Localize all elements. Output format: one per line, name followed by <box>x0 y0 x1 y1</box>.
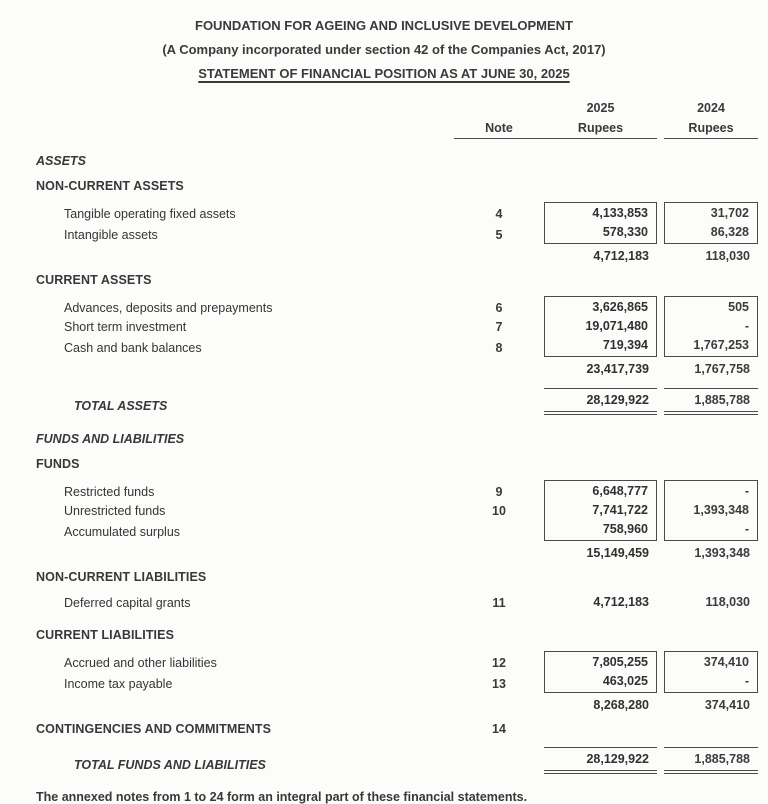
note-number: 6 <box>495 301 503 315</box>
non-current-assets-total <box>36 245 758 266</box>
row-label: TOTAL FUNDS AND LIABILITIES <box>74 758 266 772</box>
col-year-2024: 2024 <box>697 101 725 115</box>
amount-value: - <box>664 672 758 693</box>
row-label: Intangible assets <box>64 228 158 242</box>
col-rupees-2024: Rupees <box>664 118 758 139</box>
note-number: 7 <box>495 320 503 334</box>
amount-value: 578,330 <box>544 223 657 244</box>
total-funds-liabilities <box>36 747 758 774</box>
col-year-2025: 2025 <box>586 101 615 115</box>
row-label: Accumulated surplus <box>64 525 181 539</box>
note-number: 5 <box>495 228 503 242</box>
amount-value: 1,767,253 <box>664 336 758 357</box>
row-label: NON-CURRENT ASSETS <box>36 179 184 193</box>
amount-value: 118,030 <box>705 249 750 263</box>
amount-value: 86,328 <box>664 223 758 244</box>
non-current-assets-heading <box>36 177 758 195</box>
amount-value: 758,960 <box>544 520 657 541</box>
col-rupees-2025: Rupees <box>544 118 657 139</box>
amount-value: 23,417,739 <box>586 362 649 376</box>
tangible-fixed-assets <box>36 202 758 223</box>
current-assets-heading <box>36 271 758 289</box>
intangible-assets <box>36 223 758 244</box>
amount-value: 3,626,865 <box>544 296 657 317</box>
amount-value: 1,885,788 <box>664 747 758 774</box>
row-label: TOTAL ASSETS <box>74 399 168 413</box>
current-liabilities-heading <box>36 626 758 644</box>
note-number: 10 <box>492 504 506 518</box>
amount-value: 28,129,922 <box>544 747 657 774</box>
contingencies-commitments <box>36 720 758 738</box>
amount-value: 28,129,922 <box>544 388 657 415</box>
org-name: FOUNDATION FOR AGEING AND INCLUSIVE DEVELOPMENT <box>195 18 573 33</box>
row-label: Deferred capital grants <box>64 596 191 610</box>
amount-value: 15,149,459 <box>586 546 649 560</box>
amount-value: 19,071,480 <box>544 317 657 336</box>
row-label: Cash and bank balances <box>64 341 202 355</box>
amount-value: 463,025 <box>544 672 657 693</box>
amount-value: 1,393,348 <box>664 501 758 520</box>
note-number: 13 <box>492 677 506 691</box>
advances-deposits <box>36 296 758 317</box>
row-label: CURRENT ASSETS <box>36 273 152 287</box>
amount-value: - <box>664 317 758 336</box>
row-label: Short term investment <box>64 320 187 334</box>
amount-value: - <box>664 480 758 501</box>
note-number: 8 <box>495 341 503 355</box>
amount-value: 6,648,777 <box>544 480 657 501</box>
note-number: 4 <box>495 207 503 221</box>
row-label: Restricted funds <box>64 485 155 499</box>
row-label: Accrued and other liabilities <box>64 656 217 670</box>
amount-value: 7,805,255 <box>544 651 657 672</box>
amount-value: 4,712,183 <box>593 595 649 609</box>
amount-value: 4,133,853 <box>544 202 657 223</box>
accumulated-surplus <box>36 520 758 541</box>
current-liabilities-total <box>36 694 758 715</box>
cash-and-bank <box>36 336 758 357</box>
total-assets <box>36 388 758 415</box>
note-number: 14 <box>492 722 506 736</box>
row-label: CONTINGENCIES AND COMMITMENTS <box>36 722 272 736</box>
amount-value: 118,030 <box>705 595 750 609</box>
row-label: Income tax payable <box>64 677 173 691</box>
amount-value: - <box>664 520 758 541</box>
col-note: Note <box>454 118 544 139</box>
funds-liabilities-heading <box>36 430 758 448</box>
short-term-investment <box>36 317 758 336</box>
row-label: ASSETS <box>36 154 87 168</box>
amount-value: 7,741,722 <box>544 501 657 520</box>
document-header <box>36 14 758 86</box>
funds-total <box>36 542 758 563</box>
annexed-notes-text: The annexed notes from 1 to 24 form an integral part of these financial statements. <box>36 790 528 804</box>
row-label: Tangible operating fixed assets <box>64 207 236 221</box>
deferred-capital-grants <box>36 593 758 612</box>
amount-value: 8,268,280 <box>593 698 649 712</box>
amount-value: 374,410 <box>664 651 758 672</box>
amount-value: 719,394 <box>544 336 657 357</box>
row-label: Unrestricted funds <box>64 504 166 518</box>
amount-value: 505 <box>664 296 758 317</box>
current-assets-total <box>36 358 758 379</box>
funds-heading <box>36 455 758 473</box>
note-number: 12 <box>492 656 506 670</box>
income-tax-payable <box>36 672 758 693</box>
non-current-liabilities-heading <box>36 568 758 586</box>
amount-value: 1,393,348 <box>694 546 750 560</box>
row-label: FUNDS AND LIABILITIES <box>36 432 185 446</box>
row-label: Advances, deposits and prepayments <box>64 301 273 315</box>
statement-title: STATEMENT OF FINANCIAL POSITION AS AT JUNE 30, 2025 <box>198 66 570 81</box>
restricted-funds <box>36 480 758 501</box>
amount-value: 31,702 <box>664 202 758 223</box>
amount-value: 1,885,788 <box>664 388 758 415</box>
statement-table <box>36 152 758 774</box>
amount-value: 1,767,758 <box>694 362 750 376</box>
column-headers <box>36 98 758 139</box>
note-number: 11 <box>492 596 506 610</box>
amount-value: 4,712,183 <box>593 249 649 263</box>
assets-heading <box>36 152 758 170</box>
unrestricted-funds <box>36 501 758 520</box>
row-label: CURRENT LIABILITIES <box>36 628 175 642</box>
accrued-liabilities <box>36 651 758 672</box>
amount-value: 374,410 <box>704 698 750 712</box>
row-label: FUNDS <box>36 457 80 471</box>
row-label: NON-CURRENT LIABILITIES <box>36 570 207 584</box>
org-subtitle: (A Company incorporated under section 42 of the Companies Act, 2017) <box>162 42 606 57</box>
note-number: 9 <box>495 485 503 499</box>
